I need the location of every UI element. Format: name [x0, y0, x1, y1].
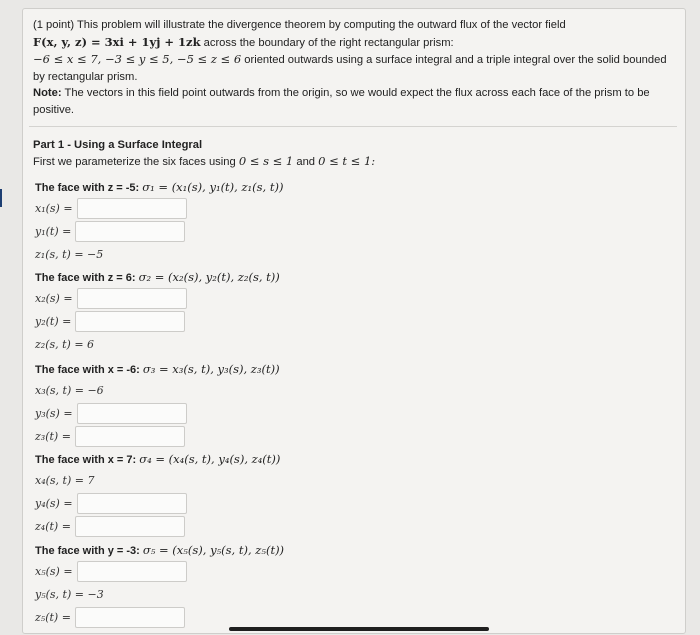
component-label: y₄(s) = [35, 497, 73, 510]
component-row [35, 220, 283, 243]
face-title [35, 359, 280, 379]
component-label: x₅(s) = [35, 565, 73, 578]
answer-input[interactable] [77, 198, 187, 219]
component-row [35, 492, 280, 515]
component-row [35, 197, 283, 220]
horizontal-scrollbar[interactable] [229, 627, 489, 631]
component-row [35, 515, 280, 538]
intro-field-tail: across the boundary of the right rectangular prism: [200, 36, 454, 49]
component-label: y₁(t) = [35, 225, 72, 238]
face-3 [35, 359, 280, 448]
note-text: The vectors in this field point outwards from the origin, so we would expect the flux across each face of the prism to be positive. [33, 87, 650, 116]
intro-line2 [33, 34, 673, 52]
face-5 [35, 540, 284, 629]
intro-line1: (1 point) This problem will illustrate the divergence theorem by computing the outward flux of the vector field [33, 19, 566, 31]
component-row [35, 560, 284, 583]
face-title-text: The face with z = -5: [35, 182, 143, 194]
part1-text: First we parameterize the six faces using 0 ≤ s ≤ 1 and 0 ≤ t ≤ 1: [33, 154, 376, 168]
answer-input[interactable] [77, 493, 187, 514]
answer-input[interactable] [77, 288, 187, 309]
answer-input[interactable] [77, 561, 187, 582]
intro-line3 [33, 51, 673, 85]
divider [29, 126, 677, 127]
component-label: z₄(t) = [35, 520, 71, 533]
answer-input[interactable] [75, 516, 185, 537]
prism-bounds: −6 ≤ x ≤ 7, −3 ≤ y ≤ 5, −5 ≤ z ≤ 6 [33, 52, 242, 66]
component-row [35, 402, 280, 425]
component-label: z₂(s, t) = 6 [35, 338, 95, 351]
answer-input[interactable] [75, 311, 185, 332]
component-row [35, 469, 280, 492]
note [33, 85, 673, 118]
face-title [35, 449, 280, 469]
side-marker [0, 189, 10, 207]
face-parameterization: σ₄ = (x₄(s, t), y₄(s), z₄(t)) [139, 452, 281, 466]
component-row [35, 379, 280, 402]
part1-heading: Part 1 - Using a Surface Integral [33, 139, 203, 151]
component-label: z₃(t) = [35, 430, 71, 443]
face-title [35, 540, 284, 560]
component-label: y₃(s) = [35, 407, 73, 420]
part1-header [33, 137, 375, 170]
component-row [35, 243, 283, 266]
vector-field: F(x, y, z) = 3xi + 1yj + 1zk [33, 34, 201, 49]
note-label: Note: [33, 87, 62, 99]
component-label: z₁(s, t) = −5 [35, 248, 104, 261]
answer-input[interactable] [75, 221, 185, 242]
face-parameterization: σ₁ = (x₁(s), y₁(t), z₁(s, t)) [142, 180, 284, 194]
face-parameterization: σ₂ = (x₂(s), y₂(t), z₂(s, t)) [138, 270, 280, 284]
answer-input[interactable] [77, 403, 187, 424]
component-row [35, 310, 280, 333]
component-row [35, 583, 284, 606]
answer-input[interactable] [75, 607, 185, 628]
answer-input[interactable] [75, 426, 185, 447]
component-label: y₅(s, t) = −3 [35, 588, 104, 601]
face-2 [35, 267, 280, 356]
face-parameterization: σ₃ = x₃(s, t), y₃(s), z₃(t)) [142, 362, 280, 376]
component-row [35, 425, 280, 448]
problem-intro [33, 17, 673, 118]
face-parameterization: σ₅ = (x₅(s), y₅(s, t), z₅(t)) [142, 543, 285, 557]
component-label: y₂(t) = [35, 315, 72, 328]
component-row [35, 606, 284, 629]
face-title [35, 267, 280, 287]
face-title-text: The face with y = -3: [35, 545, 143, 557]
face-title-text: The face with z = 6: [35, 272, 139, 284]
component-row [35, 287, 280, 310]
component-label: z₅(t) = [35, 611, 71, 624]
intro-bounds-tail: oriented outwards using a surface integral and a triple integral over the solid bounded by rectangular prism. [33, 54, 667, 83]
component-label: x₃(s, t) = −6 [35, 384, 104, 397]
component-row [35, 333, 280, 356]
component-label: x₂(s) = [35, 292, 73, 305]
component-label: x₁(s) = [35, 202, 73, 215]
component-label: x₄(s, t) = 7 [35, 474, 95, 487]
face-title [35, 177, 283, 197]
face-1 [35, 177, 283, 266]
face-4 [35, 449, 280, 538]
face-title-text: The face with x = 7: [35, 454, 140, 466]
problem-panel [22, 8, 686, 634]
face-title-text: The face with x = -6: [35, 364, 143, 376]
